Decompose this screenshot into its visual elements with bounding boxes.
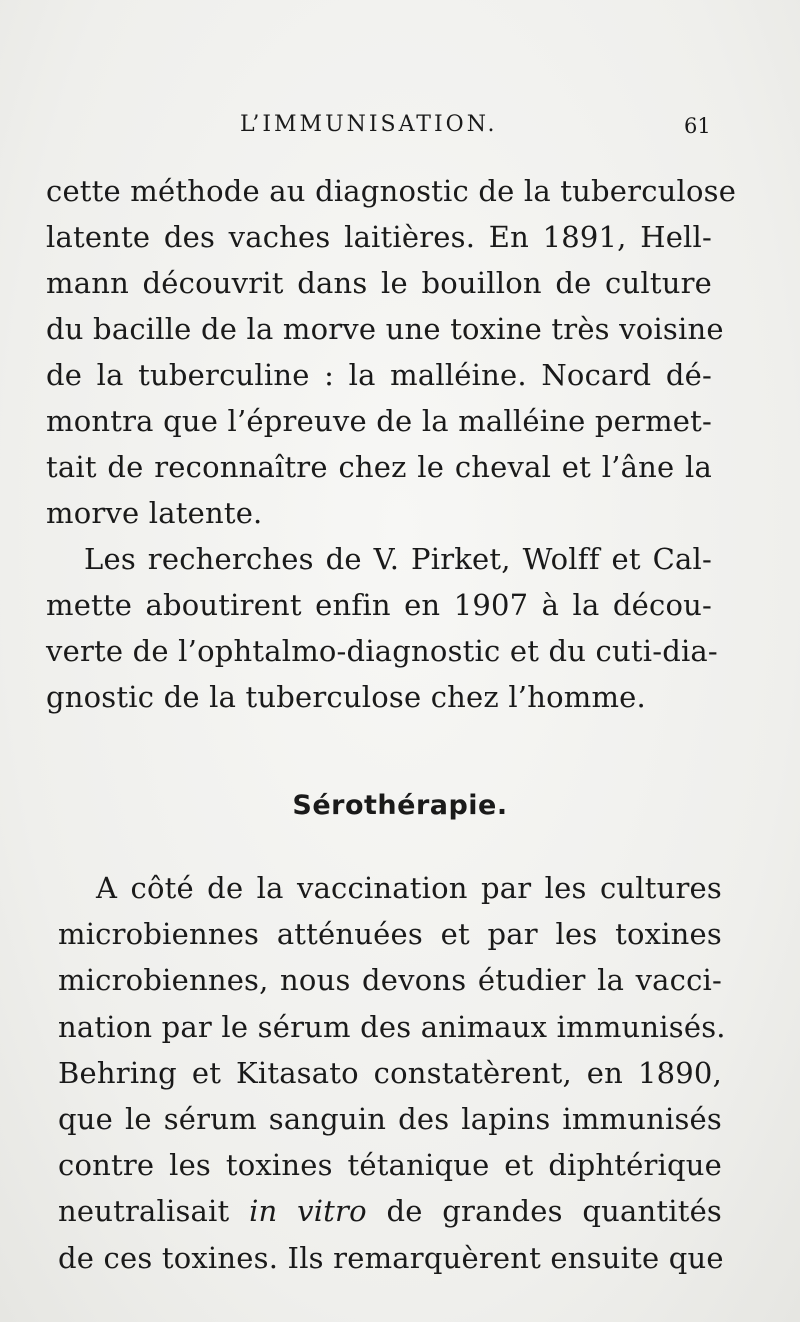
page-number: 61: [684, 114, 711, 138]
body-text-bottom: [58, 865, 726, 1281]
text-line: morve latente.: [46, 496, 263, 530]
text-line: de la tuberculine : la malléine. Nocard dé-: [46, 358, 712, 392]
text-line: du bacille de la morve une toxine très voisine: [46, 312, 724, 346]
italic-phrase: in vitro: [249, 1194, 367, 1229]
page-header: [0, 112, 800, 146]
text-line: nation par le sérum des animaux immunisés.: [58, 1009, 726, 1044]
text-line: contre les toxines tétanique et diphtérique: [58, 1148, 722, 1183]
text-line: que le sérum sanguin des lapins immunisés: [58, 1101, 722, 1136]
text-line: latente des vaches laitières. En 1891, Hell-: [46, 220, 712, 254]
running-title: L’IMMUNISATION.: [240, 112, 498, 137]
text-line: gnostic de la tuberculose chez l’homme.: [46, 680, 646, 714]
text-line: de ces toxines. Ils remarquèrent ensuite que: [58, 1240, 724, 1275]
text-line: tait de reconnaître chez le cheval et l’âne la: [46, 450, 712, 484]
body-text-top: [46, 168, 737, 720]
text-line: montra que l’épreuve de la malléine permet-: [46, 404, 712, 438]
text-fragment: neutralisait: [58, 1194, 250, 1229]
section-heading: Sérothérapie.: [292, 790, 508, 821]
text-line-with-italic: [58, 1188, 722, 1234]
text-line: microbiennes atténuées et par les toxines: [58, 917, 722, 952]
text-line: cette méthode au diagnostic de la tuberculose: [46, 174, 737, 208]
text-line: microbiennes, nous devons étudier la vacci-: [58, 963, 722, 998]
text-line: Behring et Kitasato constatèrent, en 1890,: [58, 1055, 722, 1090]
text-line: mann découvrit dans le bouillon de culture: [46, 266, 712, 300]
text-line: A côté de la vaccination par les cultures: [96, 871, 722, 905]
text-line: verte de l’ophtalmo-diagnostic et du cuti-dia-: [46, 634, 718, 668]
text-fragment: de grandes quantités: [366, 1194, 723, 1229]
text-line: Les recherches de V. Pirket, Wolff et Cal-: [84, 542, 712, 576]
text-line: mette aboutirent enfin en 1907 à la décou-: [46, 588, 712, 622]
